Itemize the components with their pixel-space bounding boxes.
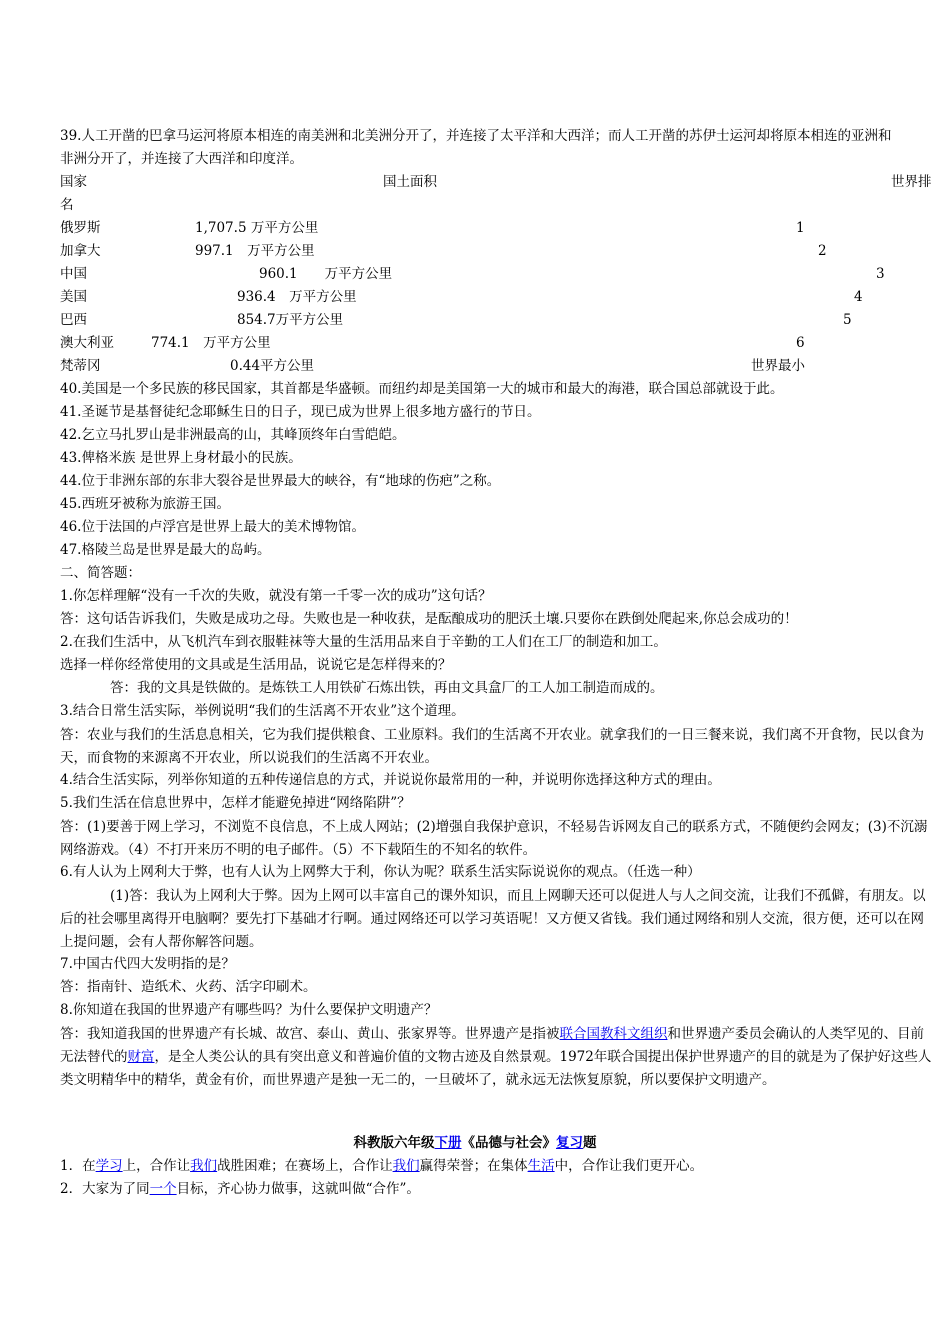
link-we[interactable]: 我们 xyxy=(392,1158,420,1174)
answer-8-text: 和世界遗产委员会确认的人类罕见的、目前无法替代的 xyxy=(60,1026,924,1065)
link-life[interactable]: 生活 xyxy=(527,1158,555,1174)
table-row-area: 0.44平方公里 xyxy=(230,358,315,374)
review-line-1 xyxy=(60,1156,703,1176)
review-text: 中，合作让我们更开心。 xyxy=(554,1158,704,1174)
review-title-text: 科教版六年级 xyxy=(353,1135,435,1151)
answer-5: 答：(1)要善于网上学习，不浏览不良信息，不上成人网站；(2)增强自我保护意识，不轻易告诉网友自己的联系方式，不随便约会网友；(3)不沉溺网络游戏。（4）不打开来历不明的电子邮件。（5）不下载陌生的不知名的软件。 xyxy=(60,819,928,858)
table-row-rank: 5 xyxy=(843,312,852,328)
question-3: 3.结合日常生活实际，举例说明“我们的生活离不开农业”这个道理。 xyxy=(60,703,465,719)
table-row-area: 997.1 万平方公里 xyxy=(195,243,315,259)
item-39-line2: 非洲分开了，并连接了大西洋和印度洋。 xyxy=(60,151,303,167)
table-row-area: 854.7万平方公里 xyxy=(237,312,344,328)
fact-item: 45.西班牙被称为旅游王国。 xyxy=(60,496,230,512)
fact-item: 41.圣诞节是基督徒纪念耶稣生日的日子，现已成为世界上很多地方盛行的节日。 xyxy=(60,404,541,420)
table-header-area: 国土面积 xyxy=(383,174,437,190)
answer-8 xyxy=(60,1023,935,1092)
table-row-area: 960.1 万平方公里 xyxy=(259,266,393,282)
review-text: 2．大家为了同 xyxy=(60,1181,150,1197)
section-heading: 二、简答题： xyxy=(60,565,141,581)
table-row-country: 梵蒂冈 xyxy=(60,358,101,374)
table-row-area: 774.1 万平方公里 xyxy=(151,335,271,351)
question-2: 2.在我们生活中，从飞机汽车到衣服鞋袜等大量的生活用品来自于辛勤的工人们在工厂的制造和加工。 xyxy=(60,634,667,650)
table-row-rank: 1 xyxy=(796,220,805,236)
fact-item: 46.位于法国的卢浮宫是世界上最大的美术博物馆。 xyxy=(60,519,365,535)
review-text: 战胜困难；在赛场上，合作让 xyxy=(217,1158,393,1174)
review-title-text: 题 xyxy=(583,1135,597,1151)
table-row-rank: 6 xyxy=(796,335,805,351)
table-row-country: 中国 xyxy=(60,266,87,282)
answer-8-text: 答：我知道我国的世界遗产有长城、故宫、泰山、黄山、张家界等。世界遗产是指被 xyxy=(60,1026,560,1042)
review-text: 1．在 xyxy=(60,1158,96,1174)
table-row-country: 巴西 xyxy=(60,312,87,328)
question-8: 8.你知道在我国的世界遗产有哪些吗？为什么要保护文明遗产？ xyxy=(60,1002,438,1018)
fact-item: 47.格陵兰岛是世界是最大的岛屿。 xyxy=(60,542,271,558)
question-6: 6.有人认为上网利大于弊，也有人认为上网弊大于利，你认为呢？联系生活实际说说你的观点。（任选一种） xyxy=(60,864,701,880)
question-4: 4.结合生活实际，列举你知道的五种传递信息的方式，并说说你最常用的一种，并说明你选择这种方式的理由。 xyxy=(60,772,721,788)
review-text: 赢得荣誉；在集体 xyxy=(419,1158,528,1174)
title-link-volume[interactable]: 下册 xyxy=(434,1135,462,1151)
question-5: 5.我们生活在信息世界中，怎样才能避免掉进“网络陷阱”？ xyxy=(60,795,411,811)
question-7: 7.中国古代四大发明指的是？ xyxy=(60,956,235,972)
answer-6: (1)答：我认为上网利大于弊。因为上网可以丰富自己的课外知识，而且上网聊天还可以促进人与人之间交流，让我们不孤僻，有朋友。以后的社会哪里离得开电脑啊？要先打下基础才行啊。通过网络还可以学习英语呢！又方便又省钱。我们通过网络和别人交流，很方便，还可以在网上提问题，会有人帮你解答问题。 xyxy=(60,888,926,950)
answer-2: 答：我的文具是铁做的。是炼铁工人用铁矿石炼出铁，再由文具盒厂的工人加工制造而成的。 xyxy=(110,680,664,696)
review-text: 上，合作让 xyxy=(122,1158,191,1174)
fact-item: 40.美国是一个多民族的移民国家，其首都是华盛顿。而纽约却是美国第一大的城市和最大的海港，联合国总部就设于此。 xyxy=(60,381,784,397)
answer-1: 答：这句话告诉我们，失败是成功之母。失败也是一种收获，是酝酿成功的肥沃土壤.只要你在跌倒处爬起来,你总会成功的！ xyxy=(60,611,798,627)
table-row-area: 1,707.5 万平方公里 xyxy=(195,220,319,236)
fact-item: 42.乞立马扎罗山是非洲最高的山，其峰顶终年白雪皑皑。 xyxy=(60,427,406,443)
title-link-review[interactable]: 复习 xyxy=(556,1135,583,1151)
table-row-area: 936.4 万平方公里 xyxy=(237,289,357,305)
unesco-link[interactable]: 联合国教科文组织 xyxy=(559,1026,668,1042)
review-line-2 xyxy=(60,1179,420,1199)
wealth-link[interactable]: 财富 xyxy=(127,1049,155,1065)
item-39-line1: 39.人工开凿的巴拿马运河将原本相连的南美洲和北美洲分开了，并连接了太平洋和大西洋；而人工开凿的苏伊士运河却将原本相连的亚洲和 xyxy=(60,128,892,144)
table-row-country: 俄罗斯 xyxy=(60,220,101,236)
link-study[interactable]: 学习 xyxy=(95,1158,123,1174)
table-header-country: 国家 xyxy=(60,174,87,190)
table-row-country: 澳大利亚 xyxy=(60,335,114,351)
review-text: 目标，齐心协力做事，这就叫做“合作”。 xyxy=(176,1181,420,1197)
answer-8-text: ，是全人类公认的具有突出意义和普遍价值的文物古迹及自然景观。1972年联合国提出保护世界遗产的目的就是为了保护好这些人类文明精华中的精华，黄金有价，而世界遗产是独一无二的，一旦破坏了，就永远无法恢复原貌，所以要保护文明遗产。 xyxy=(60,1049,932,1088)
review-title-text: 《品德与社会》 xyxy=(461,1135,556,1151)
link-we[interactable]: 我们 xyxy=(190,1158,218,1174)
review-title xyxy=(0,1133,950,1153)
table-row-rank: 4 xyxy=(854,289,863,305)
answer-7: 答：指南针、造纸术、火药、活字印刷术。 xyxy=(60,979,317,995)
link-one[interactable]: 一个 xyxy=(149,1181,177,1197)
table-header-rank-cont: 名 xyxy=(60,197,74,213)
answer-3: 答：农业与我们的生活息息相关，它为我们提供粮食、工业原料。我们的生活离不开农业。就拿我们的一日三餐来说，我们离不开食物，民以食为天，而食物的来源离不开农业，所以说我们的生活离不开农业。 xyxy=(60,727,924,766)
table-row-rank: 3 xyxy=(876,266,885,282)
fact-item: 44.位于非洲东部的东非大裂谷是世界最大的峡谷，有“地球的伤疤”之称。 xyxy=(60,473,501,489)
fact-item: 43.俾格米族 是世界上身材最小的民族。 xyxy=(60,450,302,466)
table-header-rank: 世界排 xyxy=(891,174,932,190)
question-2-cont: 选择一样你经常使用的文具或是生活用品，说说它是怎样得来的？ xyxy=(60,657,452,673)
question-1: 1.你怎样理解“没有一千次的失败，就没有第一千零一次的成功”这句话？ xyxy=(60,588,492,604)
table-row-rank: 2 xyxy=(818,243,827,259)
table-row-country: 加拿大 xyxy=(60,243,101,259)
table-row-country: 美国 xyxy=(60,289,87,305)
table-row-rank: 世界最小 xyxy=(751,358,805,374)
